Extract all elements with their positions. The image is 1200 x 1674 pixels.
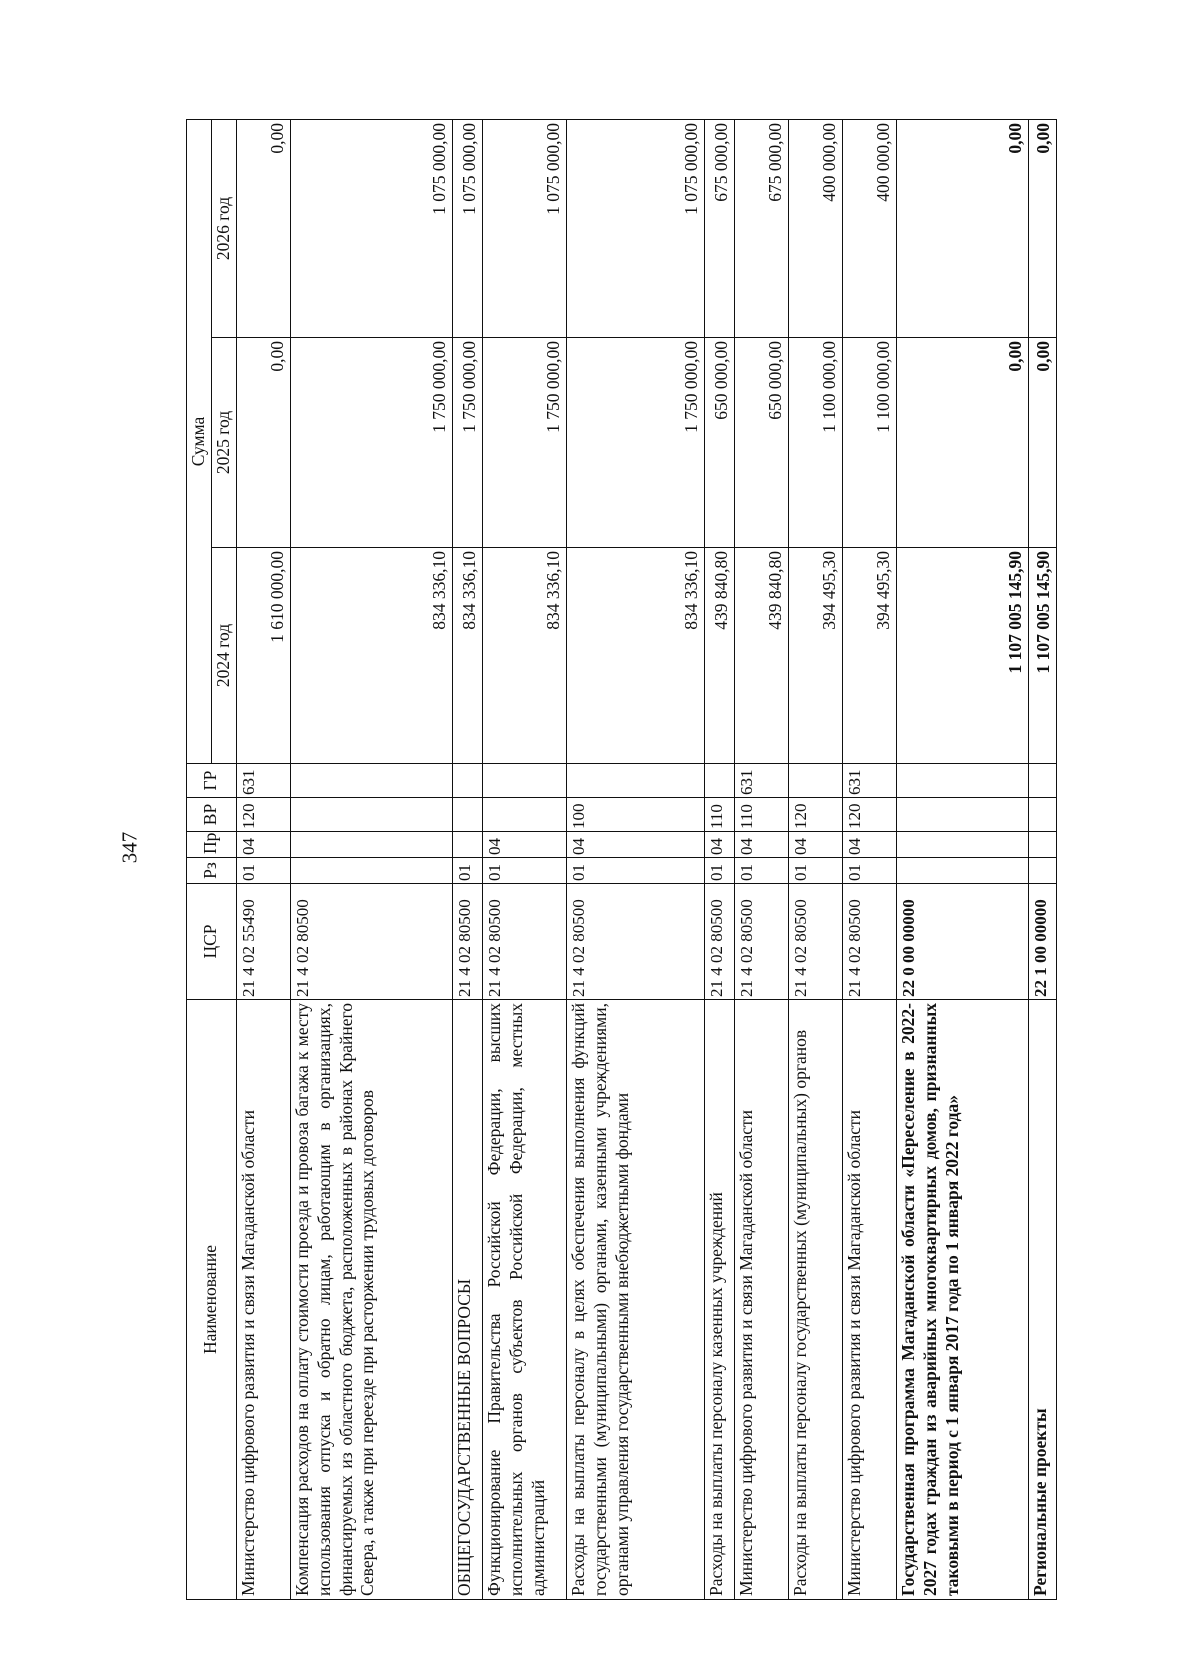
table-cell-2026: 400 000,00: [842, 119, 896, 337]
table-cell-name: Компенсация расходов на оплату стоимости проезда и провоза багажа к месту использования отпуска и обратно лицам, работающим в организациях, финансируемых из областного бюджета, расположенных в районах Крайнего Севера, а также при переезде при расторжении трудовых договоров: [290, 1000, 452, 1600]
table-cell-2025: 650 000,00: [734, 338, 788, 548]
table-row: [1028, 119, 1056, 1599]
table-cell-name: Министерство цифрового развития и связи Магаданской области: [236, 1000, 290, 1600]
table-cell-2026: 0,00: [1028, 119, 1056, 337]
table-cell-csr: 21 4 02 55490: [236, 884, 290, 1000]
table-cell-csr: 21 4 02 80500: [566, 884, 704, 1000]
table-cell-gr: 631: [734, 764, 788, 798]
table-cell-2025: 650 000,00: [704, 338, 734, 548]
table-cell-2025: 1 750 000,00: [482, 338, 566, 548]
table-cell-2024: 1 107 005 145,90: [896, 548, 1028, 764]
table-cell-csr: 21 4 02 80500: [482, 884, 566, 1000]
table-cell-name: Расходы на выплаты персоналу государственных (муниципальных) органов: [788, 1000, 842, 1600]
table-cell-csr: 21 4 02 80500: [842, 884, 896, 1000]
table-cell-gr: [452, 764, 482, 798]
table-cell-rz: 01: [482, 858, 566, 884]
table-cell-vr: 110: [734, 798, 788, 832]
table-cell-2024: 834 336,10: [290, 548, 452, 764]
table-cell-2026: 400 000,00: [788, 119, 842, 337]
table-cell-2024: 834 336,10: [452, 548, 482, 764]
header-sum: Сумма: [187, 119, 212, 763]
table-cell-name: Министерство цифрового развития и связи Магаданской области: [734, 1000, 788, 1600]
table-cell-2026: 0,00: [896, 119, 1028, 337]
table-cell-gr: [896, 764, 1028, 798]
table-cell-2026: 0,00: [236, 119, 290, 337]
header-2025: 2025 год: [211, 338, 236, 548]
table-cell-pr: 04: [734, 832, 788, 858]
table-cell-vr: 100: [566, 798, 704, 832]
table-cell-gr: [704, 764, 734, 798]
table-cell-vr: 120: [236, 798, 290, 832]
table-cell-name: Расходы на выплаты персоналу казенных учреждений: [704, 1000, 734, 1600]
table-cell-2025: 1 750 000,00: [290, 338, 452, 548]
table-cell-name: Министерство цифрового развития и связи Магаданской области: [842, 1000, 896, 1600]
table-cell-csr: 21 4 02 80500: [290, 884, 452, 1000]
table-row: [566, 119, 704, 1599]
table-row: [236, 119, 290, 1599]
page-number: 347: [117, 831, 142, 864]
table-cell-rz: 01: [704, 858, 734, 884]
table-cell-vr: [290, 798, 452, 832]
table-cell-2024: 439 840,80: [704, 548, 734, 764]
budget-table: [186, 119, 1057, 1600]
table-cell-2024: 834 336,10: [566, 548, 704, 764]
table-row: [788, 119, 842, 1599]
table-cell-csr: 21 4 02 80500: [452, 884, 482, 1000]
table-cell-name: ОБЩЕГОСУДАРСТВЕННЫЕ ВОПРОСЫ: [452, 1000, 482, 1600]
table-cell-csr: 21 4 02 80500: [734, 884, 788, 1000]
table-cell-gr: [788, 764, 842, 798]
table-cell-pr: [1028, 832, 1056, 858]
table-cell-2026: 675 000,00: [704, 119, 734, 337]
table-cell-gr: [1028, 764, 1056, 798]
header-vr: ВР: [187, 798, 237, 832]
table-cell-gr: 631: [842, 764, 896, 798]
table-cell-rz: 01: [452, 858, 482, 884]
header-gr: ГР: [187, 764, 237, 798]
table-cell-rz: 01: [788, 858, 842, 884]
table-cell-pr: 04: [566, 832, 704, 858]
table-cell-vr: 120: [788, 798, 842, 832]
table-cell-rz: [290, 858, 452, 884]
header-pr: Пр: [187, 832, 237, 858]
table-cell-pr: 04: [842, 832, 896, 858]
table-body: [236, 119, 1056, 1599]
table-cell-2025: 0,00: [1028, 338, 1056, 548]
table-cell-2025: 1 100 000,00: [788, 338, 842, 548]
table-cell-pr: [452, 832, 482, 858]
table-cell-2024: 1 107 005 145,90: [1028, 548, 1056, 764]
table-cell-2025: 0,00: [896, 338, 1028, 548]
table-cell-pr: [896, 832, 1028, 858]
table-row: [704, 119, 734, 1599]
table-cell-2025: 1 750 000,00: [452, 338, 482, 548]
table-cell-pr: 04: [704, 832, 734, 858]
table-cell-csr: 21 4 02 80500: [788, 884, 842, 1000]
table-row: [482, 119, 566, 1599]
table-cell-2024: 394 495,30: [788, 548, 842, 764]
table-cell-csr: 22 0 00 00000: [896, 884, 1028, 1000]
table-row: [290, 119, 452, 1599]
budget-table-container: [186, 120, 1053, 1600]
table-cell-vr: [452, 798, 482, 832]
table-cell-rz: 01: [566, 858, 704, 884]
table-cell-2024: 1 610 000,00: [236, 548, 290, 764]
table-cell-vr: 120: [842, 798, 896, 832]
table-cell-2026: 675 000,00: [734, 119, 788, 337]
table-cell-rz: [1028, 858, 1056, 884]
table-cell-2025: 0,00: [236, 338, 290, 548]
table-cell-csr: 22 1 00 00000: [1028, 884, 1056, 1000]
table-cell-2026: 1 075 000,00: [566, 119, 704, 337]
table-cell-gr: 631: [236, 764, 290, 798]
header-rz: Рз: [187, 858, 237, 884]
table-cell-2025: 1 750 000,00: [566, 338, 704, 548]
table-cell-vr: [1028, 798, 1056, 832]
table-cell-name: Расходы на выплаты персоналу в целях обеспечения выполнения функций государственными (муниципальными) органами, казенными учреждениями, органами управления государственными внебюджетными фондами: [566, 1000, 704, 1600]
header-2026: 2026 год: [211, 119, 236, 337]
table-cell-rz: 01: [842, 858, 896, 884]
table-cell-gr: [290, 764, 452, 798]
table-cell-2024: 394 495,30: [842, 548, 896, 764]
header-name: Наименование: [187, 1000, 237, 1600]
table-cell-gr: [566, 764, 704, 798]
table-cell-gr: [482, 764, 566, 798]
table-cell-vr: [896, 798, 1028, 832]
table-cell-2024: 439 840,80: [734, 548, 788, 764]
table-cell-name: Государственная программа Магаданской области «Переселение в 2022-2027 годах граждан из аварийных многоквартирных домов, признанных таковыми в период с 1 января 2017 года по 1 января 2022 года»: [896, 1000, 1028, 1600]
table-cell-vr: [482, 798, 566, 832]
table-cell-rz: [896, 858, 1028, 884]
table-cell-2026: 1 075 000,00: [482, 119, 566, 337]
table-cell-2024: 834 336,10: [482, 548, 566, 764]
table-cell-pr: 04: [788, 832, 842, 858]
table-cell-2026: 1 075 000,00: [452, 119, 482, 337]
table-row: [734, 119, 788, 1599]
table-row: [896, 119, 1028, 1599]
table-cell-pr: 04: [236, 832, 290, 858]
table-cell-pr: [290, 832, 452, 858]
table-cell-2026: 1 075 000,00: [290, 119, 452, 337]
header-2024: 2024 год: [211, 548, 236, 764]
table-cell-rz: 01: [236, 858, 290, 884]
table-cell-name: Функционирование Правительства Российской Федерации, высших исполнительных органов субъектов Российской Федерации, местных администраций: [482, 1000, 566, 1600]
table-cell-csr: 21 4 02 80500: [704, 884, 734, 1000]
table-cell-name: Региональные проекты: [1028, 1000, 1056, 1600]
table-cell-vr: 110: [704, 798, 734, 832]
table-row: [452, 119, 482, 1599]
table-row: [842, 119, 896, 1599]
table-cell-pr: 04: [482, 832, 566, 858]
table-cell-rz: 01: [734, 858, 788, 884]
table-cell-2025: 1 100 000,00: [842, 338, 896, 548]
header-csr: ЦСР: [187, 884, 237, 1000]
